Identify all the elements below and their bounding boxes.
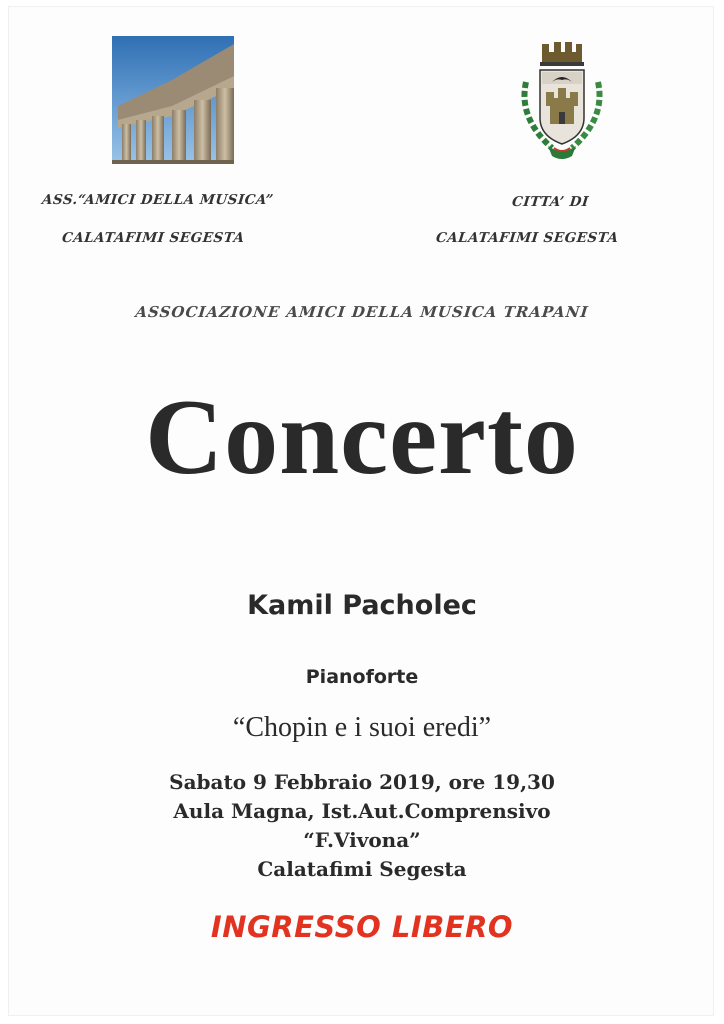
right-org-town: CALATAFIMI SEGESTA <box>435 230 620 246</box>
performer-name: Kamil Pacholec <box>247 590 477 621</box>
event-town: Calatafimi Segesta <box>257 857 467 881</box>
event-date-time: Sabato 9 Febbraio 2019, ore 19,30 <box>169 770 555 794</box>
poster-title: Concerto <box>145 378 579 497</box>
organizer-header: ASSOCIAZIONE AMICI DELLA MUSICA TRAPANI <box>134 303 590 321</box>
free-entry-notice: INGRESSO LIBERO <box>210 910 514 944</box>
event-school: “F.Vivona” <box>303 828 421 852</box>
left-org-town: CALATAFIMI SEGESTA <box>61 230 246 246</box>
program-title: “Chopin e i suoi eredi” <box>232 712 492 743</box>
left-org-name: ASS.“AMICI DELLA MUSICA” <box>41 192 275 208</box>
event-venue: Aula Magna, Ist.Aut.Comprensivo <box>173 799 551 823</box>
temple-photo <box>112 36 234 164</box>
coat-of-arms-emblem <box>512 38 612 168</box>
event-details <box>0 768 724 884</box>
right-org-label: CITTA’ DI <box>511 194 590 210</box>
instrument-label: Pianoforte <box>305 666 419 688</box>
